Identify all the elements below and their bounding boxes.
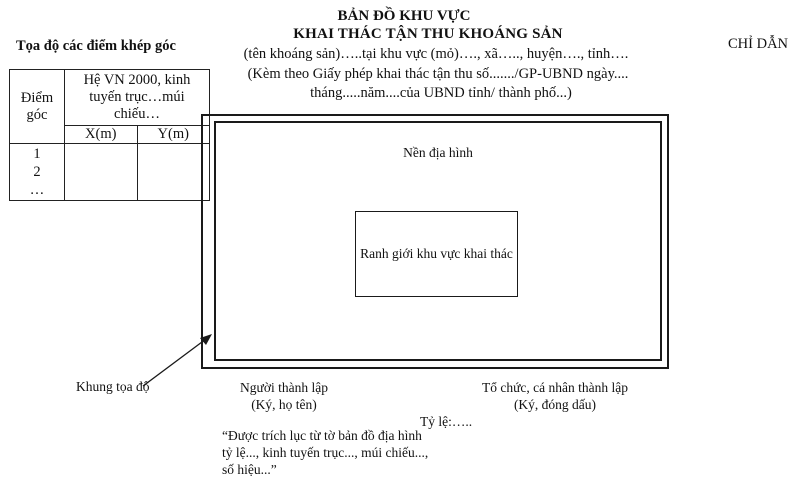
scale-label: Tỷ lệ:….. xyxy=(420,414,473,429)
point-number: 2 xyxy=(33,164,41,180)
organization-block xyxy=(470,379,640,413)
point-number: 1 xyxy=(33,146,41,162)
mining-boundary-box xyxy=(355,211,518,297)
creator-note: (Ký, họ tên) xyxy=(251,397,317,412)
subtitle-line-2: (Kèm theo Giấy phép khai thác tận thu số......./GP-UBND ngày.... xyxy=(247,66,629,82)
org-title: Tổ chức, cá nhân thành lập xyxy=(481,380,628,395)
coord-table xyxy=(9,69,210,201)
col-header-system: Hệ VN 2000, kinh tuyến trục…múi chiếu… xyxy=(65,70,210,126)
x-values-cell xyxy=(65,144,138,201)
legend-label: CHỈ DẪN xyxy=(728,36,789,52)
subtitle-line-3: tháng.....năm....của UBND tỉnh/ thành phố...) xyxy=(310,85,572,101)
col-header-x: X(m) xyxy=(65,126,138,144)
extract-note: “Được trích lục từ tờ bản đồ địa hình tỷ lệ..., kinh tuyến trục..., múi chiếu..., số hiệu...” xyxy=(222,428,429,477)
coord-table-title: Tọa độ các điểm khép góc xyxy=(16,38,176,54)
org-note: (Ký, đóng dấu) xyxy=(513,397,597,412)
col-header-y: Y(m) xyxy=(137,126,210,144)
subtitle-line-1: (tên khoáng sản)…..tại khu vực (mỏ)…., xã….., huyện…., tỉnh…. xyxy=(243,46,629,62)
boundary-label: Ranh giới khu vực khai thác xyxy=(360,246,513,261)
point-number: … xyxy=(29,182,45,198)
creator-block xyxy=(229,379,339,413)
title-line-2: KHAI THÁC TẬN THU KHOÁNG SẢN xyxy=(293,26,563,42)
point-list-cell xyxy=(10,144,65,201)
table-row xyxy=(10,144,210,201)
title-line-1: BẢN ĐỒ KHU VỰC xyxy=(337,8,471,24)
frame-label: Khung tọa độ xyxy=(76,379,150,394)
y-values-cell xyxy=(137,144,210,201)
arrow-icon xyxy=(140,330,215,390)
creator-title: Người thành lập xyxy=(240,380,328,395)
terrain-label: Nền địa hình xyxy=(403,145,473,160)
col-header-point: Điểm góc xyxy=(10,70,65,144)
